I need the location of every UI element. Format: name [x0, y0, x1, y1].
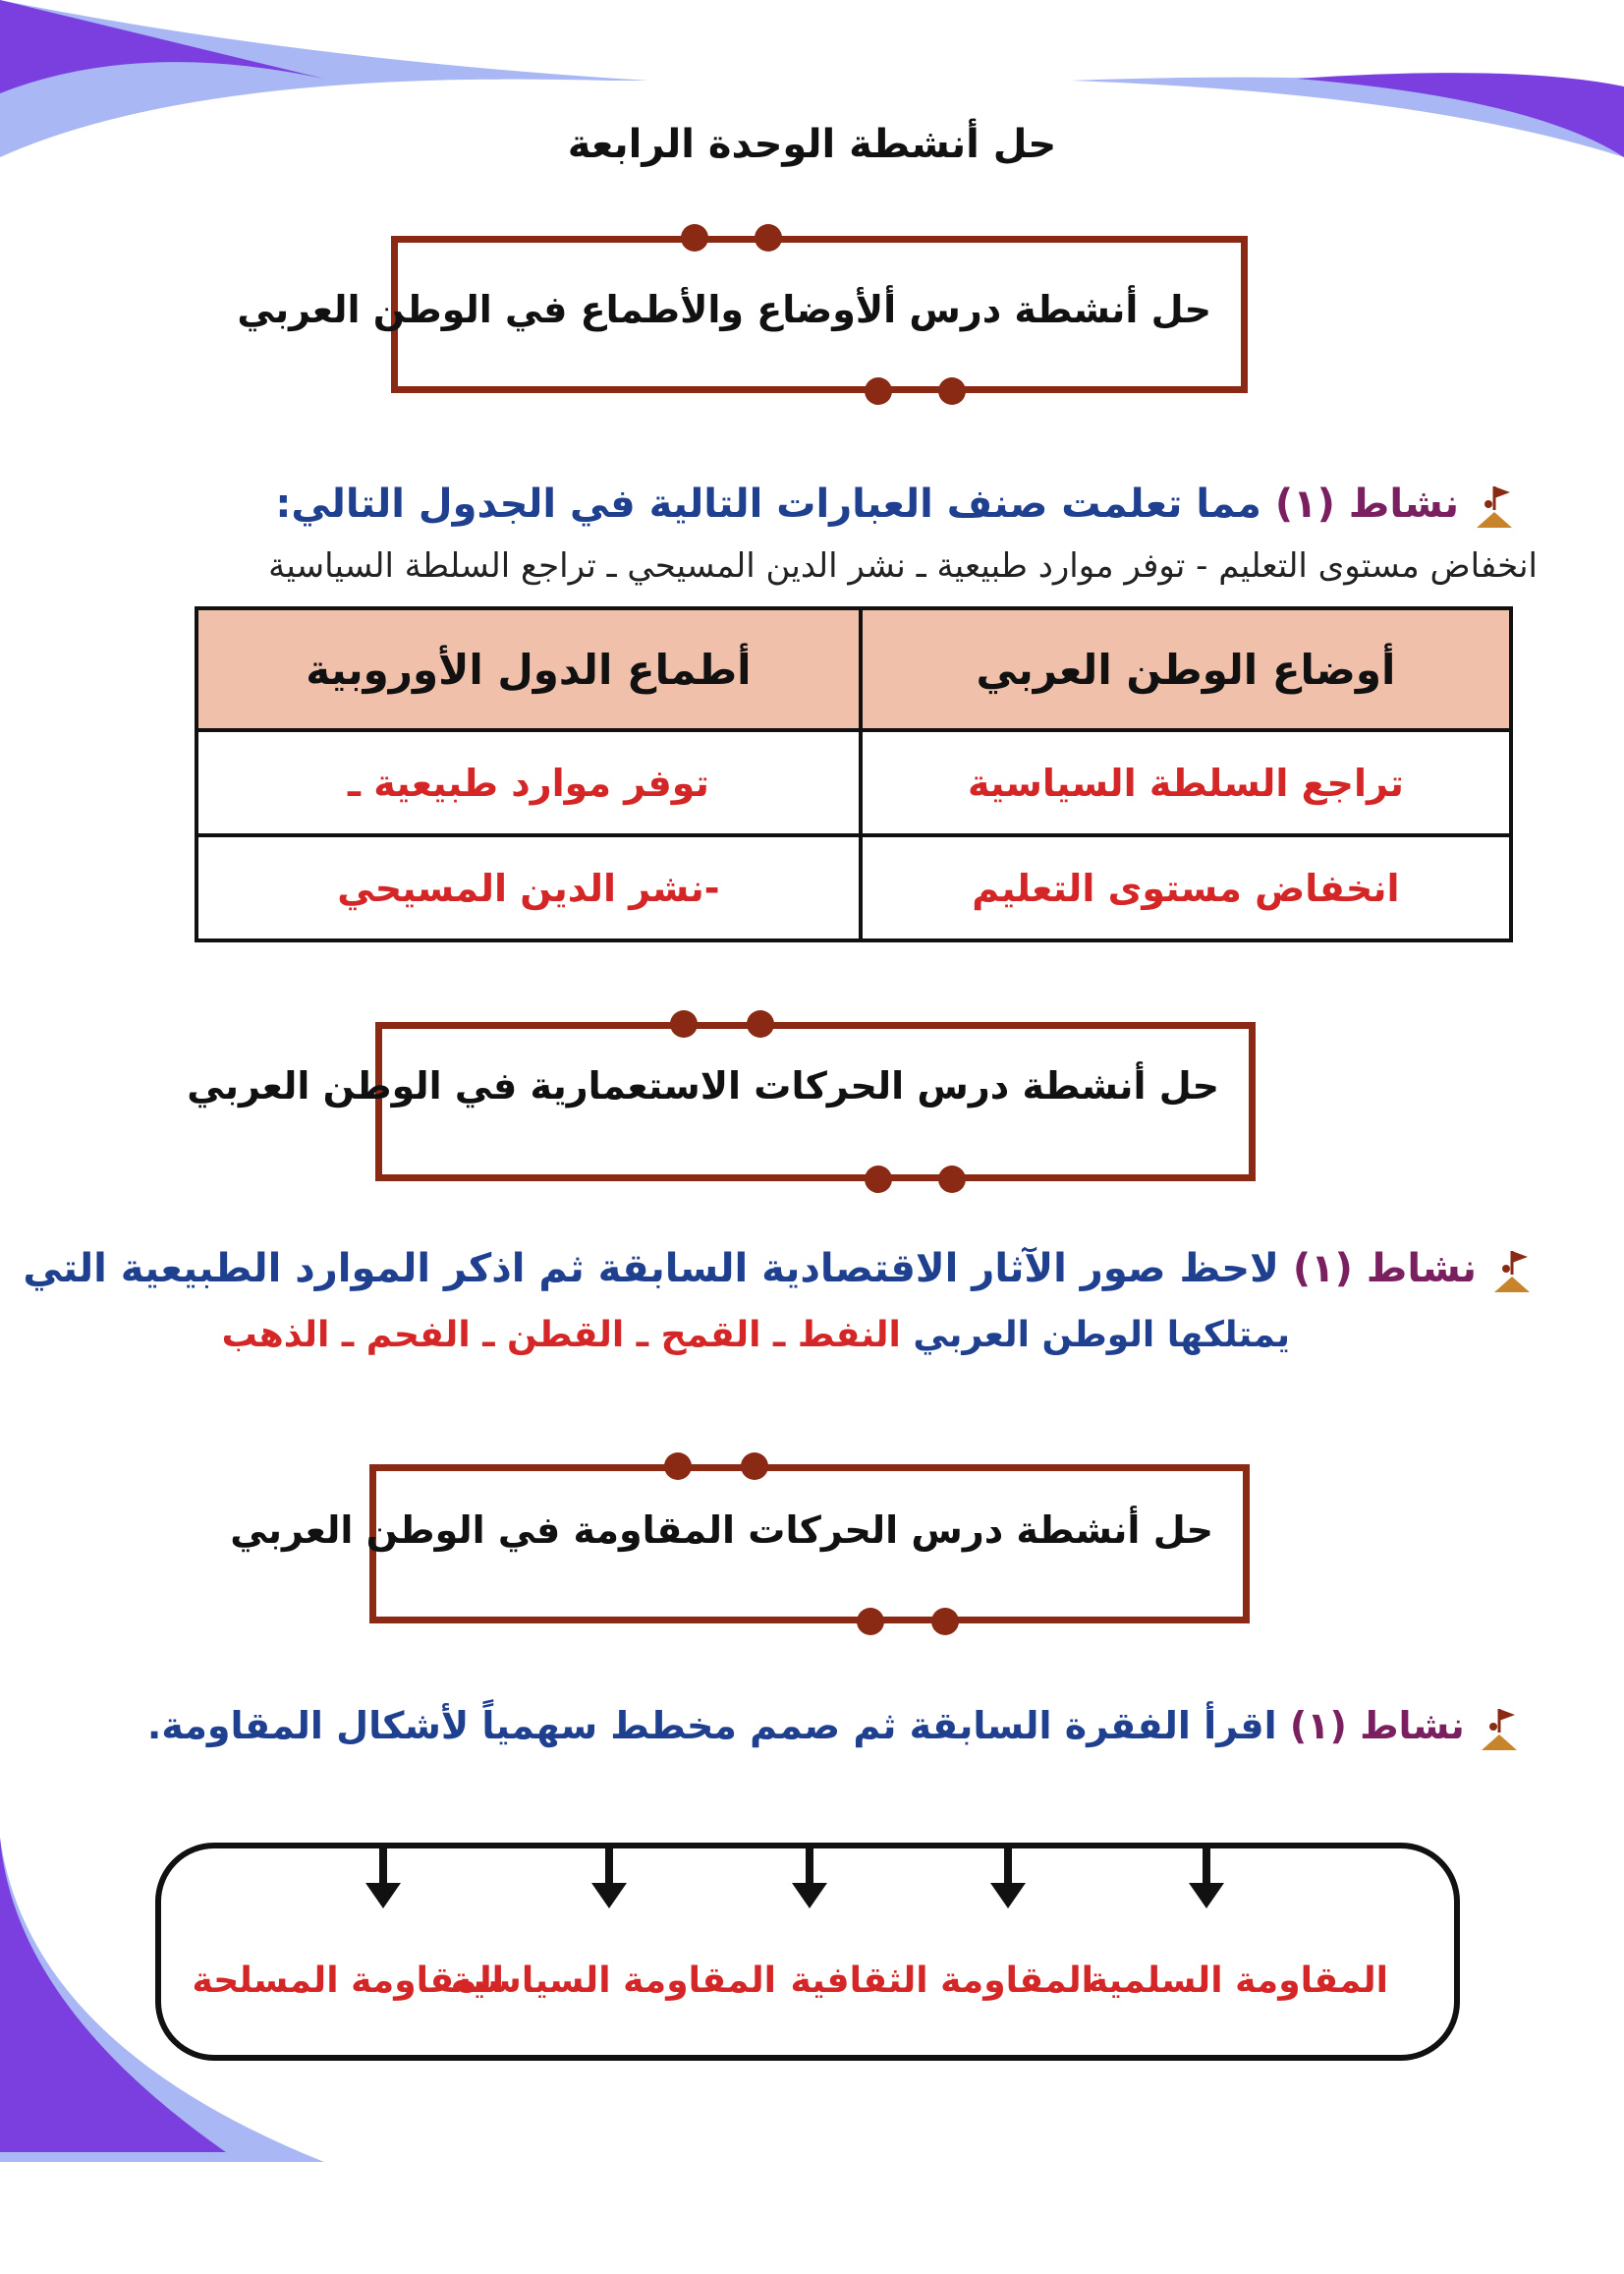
table-header-row: [196, 608, 1511, 730]
activity-3-heading: [147, 1704, 1521, 1752]
lesson-3-dot-bottom-right: [931, 1608, 959, 1635]
table-cell: -نشر الدين المسيحي: [196, 835, 861, 940]
lesson-title-2: حل أنشطة درس الحركات الاستعمارية في الوطن العربي: [187, 1064, 1219, 1108]
lesson-2-dot-top-right: [747, 1010, 774, 1038]
activity-2-heading: [23, 1246, 1534, 1294]
activity-2-question-line1: لاحظ صور الآثار الاقتصادية السابقة ثم اذكر الموارد الطبيعية التي: [23, 1246, 1279, 1291]
activity-2-answer: النفط ـ القمح ـ القطن ـ الفحم ـ الذهب: [221, 1315, 901, 1355]
climber-flag-icon: [1473, 483, 1516, 530]
table-cell: انخفاض مستوى التعليم: [861, 835, 1511, 940]
activity-1-items-line: انخفاض مستوى التعليم - توفر موارد طبيعية ـ نشر الدين المسيحي ـ تراجع السلطة السياسية: [268, 546, 1538, 586]
down-arrow-icon: [790, 1844, 829, 1912]
lesson-box-1: [237, 236, 1248, 393]
lesson-box-2: [187, 1022, 1256, 1181]
lesson-3-dot-top-right: [741, 1452, 768, 1480]
lesson-3-dot-top-left: [664, 1452, 692, 1480]
climber-flag-icon: [1490, 1247, 1534, 1294]
climber-flag-icon: [1478, 1705, 1521, 1752]
table-header-ambitions: أطماع الدول الأوروبية: [196, 608, 861, 730]
lesson-box-3: [230, 1464, 1250, 1623]
lesson-1-dot-top-right: [755, 224, 782, 252]
page-title: حل أنشطة الوحدة الرابعة: [567, 122, 1057, 167]
lesson-2-dot-bottom-right: [938, 1165, 966, 1193]
lesson-3-dot-bottom-left: [857, 1608, 884, 1635]
lesson-2-dot-bottom-left: [865, 1165, 892, 1193]
lesson-1-dot-bottom-right: [938, 377, 966, 405]
flow-item-armed: المقاومة المسلحة: [192, 1961, 504, 2001]
table-cell: توفر موارد طبيعية ـ: [196, 730, 861, 835]
flow-item-cultural: المقاومة الثقافية: [790, 1961, 1093, 2001]
lesson-1-dot-top-left: [681, 224, 708, 252]
activity-3-label: نشاط (١): [1289, 1704, 1465, 1747]
down-arrow-icon: [364, 1844, 403, 1912]
activity-2-question-line2: يمتلكها الوطن العربي: [913, 1315, 1290, 1355]
down-arrow-icon: [988, 1844, 1028, 1912]
flow-item-political: المقاومة السياسية: [450, 1961, 776, 2001]
activity-1-heading: [275, 482, 1516, 530]
activity-2-line2: [222, 1315, 1290, 1355]
lesson-1-dot-bottom-left: [865, 377, 892, 405]
activity-1-question: مما تعلمت صنف العبارات التالية في الجدول التالي:: [275, 482, 1261, 527]
table-row: [196, 835, 1511, 940]
table-row: [196, 730, 1511, 835]
table-cell: تراجع السلطة السياسية: [861, 730, 1511, 835]
activity-3-question: اقرأ الفقرة السابقة ثم صمم مخطط سهمياً لأشكال المقاومة.: [146, 1704, 1277, 1747]
down-arrow-icon: [589, 1844, 629, 1912]
table-header-conditions: أوضاع الوطن العربي: [861, 608, 1511, 730]
lesson-2-dot-top-left: [670, 1010, 698, 1038]
flow-item-peaceful: المقاومة السلمية: [1087, 1961, 1388, 2001]
lesson-title-3: حل أنشطة درس الحركات المقاومة في الوطن العربي: [230, 1508, 1213, 1552]
down-arrow-icon: [1187, 1844, 1226, 1912]
activity-2-label: نشاط (١): [1292, 1246, 1478, 1291]
classification-table: [195, 606, 1513, 942]
activity-1-label: نشاط (١): [1274, 482, 1460, 527]
lesson-title-1: حل أنشطة درس ألأوضاع والأطماع في الوطن العربي: [237, 288, 1211, 331]
